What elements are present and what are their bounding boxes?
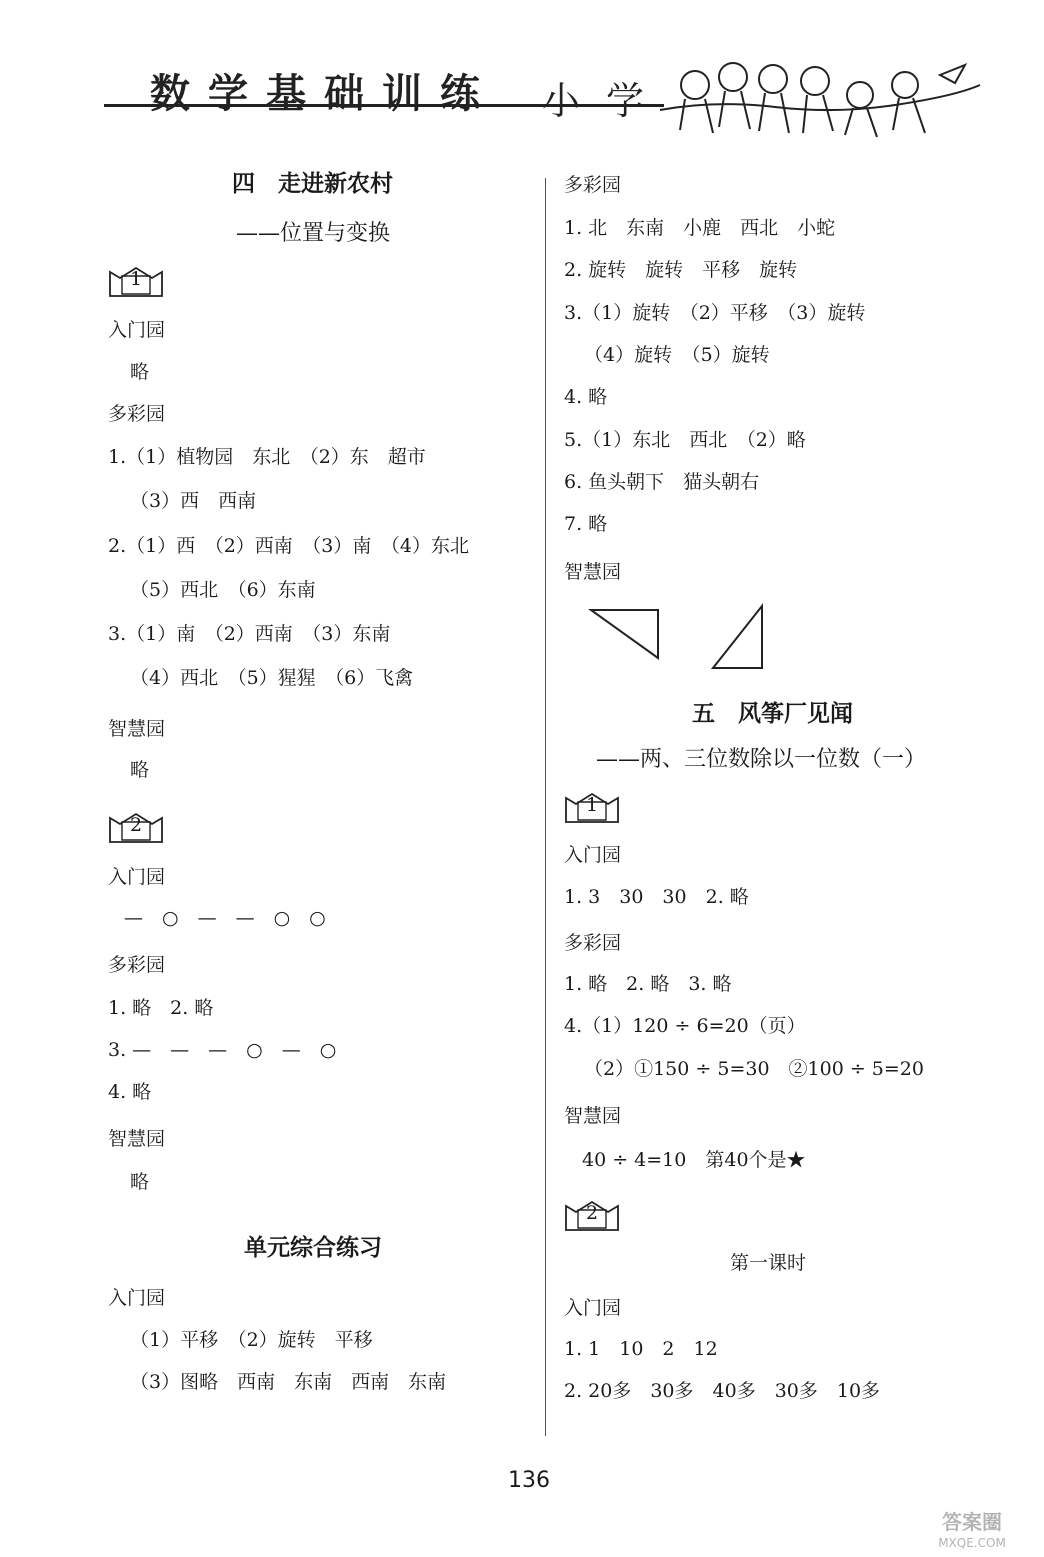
- duocai-label: 多彩园: [564, 932, 622, 954]
- period-title: 第一课时: [730, 1252, 807, 1274]
- zhihui-label: 智慧园: [108, 1128, 166, 1150]
- answer-line: 4.（1）120 ÷ 6=20（页）: [564, 1015, 806, 1037]
- answer-line: 1.（1）植物园 东北 （2）东 超市: [108, 446, 426, 468]
- triangle-shape: [713, 606, 762, 668]
- answer-line: 7. 略: [564, 513, 608, 535]
- rumen-label: 入门园: [108, 1287, 166, 1309]
- rumen-label: 入门园: [564, 844, 622, 866]
- duocai-label: 多彩园: [108, 954, 166, 976]
- duocai-label: 多彩园: [564, 174, 622, 196]
- answer-line: （2）①150 ÷ 5=30 ②100 ÷ 5=20: [584, 1058, 924, 1080]
- answer-line: 1. 1 10 2 12: [564, 1338, 718, 1360]
- answer-line: 3.（1）旋转 （2）平移 （3）旋转: [564, 302, 866, 324]
- section-5-title: 五 风筝厂见闻: [692, 700, 853, 727]
- tug-of-war-illustration: [655, 55, 985, 145]
- zhihui-label: 智慧园: [108, 718, 166, 740]
- lesson-badge-1: [108, 264, 164, 298]
- answer-line: （5）西北 （6）东南: [130, 579, 316, 601]
- svg-text:MXQE.COM: MXQE.COM: [938, 1536, 1006, 1550]
- answer-line: （4）旋转 （5）旋转: [584, 344, 770, 366]
- answer-line: 4. 略: [108, 1081, 152, 1103]
- column-divider: [545, 178, 546, 1436]
- book-subtitle: 小学: [542, 79, 671, 123]
- page-header: [0, 0, 1044, 150]
- answer-line: 1. 略 2. 略 3. 略: [564, 973, 732, 995]
- answer-line: 1. 3 30 30 2. 略: [564, 886, 749, 908]
- duocai-label: 多彩园: [108, 403, 166, 425]
- lesson-number: 2: [585, 1202, 599, 1224]
- watermark-logo: [910, 1505, 1034, 1551]
- page-number: 136: [508, 1468, 550, 1493]
- answer-line: 6. 鱼头朝下 猫头朝右: [564, 471, 760, 493]
- rumen-label: 入门园: [108, 866, 166, 888]
- zhihui-label: 智慧园: [564, 1105, 622, 1127]
- lesson-badge-2: [564, 1198, 620, 1232]
- zhihui-label: 智慧园: [564, 561, 622, 583]
- answer-line: 2. 旋转 旋转 平移 旋转: [564, 259, 798, 281]
- answer-line: 略: [130, 361, 150, 383]
- answer-line: 1. 北 东南 小鹿 西北 小蛇: [564, 217, 836, 239]
- section-5-subtitle: ——两、三位数除以一位数（一）: [596, 747, 927, 772]
- section-4-title: 四 走进新农村: [232, 170, 393, 197]
- answer-line: 2. 20多 30多 40多 30多 10多: [564, 1380, 881, 1402]
- answer-line: 略: [130, 1171, 150, 1193]
- svg-text:答案圈: 答案圈: [942, 1510, 1002, 1534]
- section-4-subtitle: ——位置与变换: [236, 221, 391, 246]
- book-title: 数学基础训练: [150, 71, 498, 117]
- answer-line: 5.（1）东北 西北 （2）略: [564, 429, 806, 451]
- unit-review-title: 单元综合练习: [244, 1234, 382, 1261]
- triangles-figure: [586, 600, 786, 674]
- answer-line: 4. 略: [564, 386, 608, 408]
- header-rule: [104, 104, 664, 107]
- answer-line: （4）西北 （5）猩猩 （6）飞禽: [130, 667, 414, 689]
- answer-line: （1）平移 （2）旋转 平移: [130, 1329, 373, 1351]
- lesson-badge-1: [564, 790, 620, 824]
- answer-line: （3）图略 西南 东南 西南 东南: [130, 1371, 447, 1393]
- answer-line: 略: [130, 759, 150, 781]
- answer-line: 3. — — — ○ — ○: [108, 1039, 337, 1061]
- answer-line: 3.（1）南 （2）西南 （3）东南: [108, 623, 391, 645]
- lesson-number: 2: [129, 814, 143, 836]
- triangle-shape: [591, 610, 658, 658]
- rumen-label: 入门园: [108, 319, 166, 341]
- lesson-badge-2: [108, 810, 164, 844]
- lesson-number: 1: [585, 794, 599, 816]
- answer-line: 40 ÷ 4=10 第40个是★: [582, 1149, 806, 1171]
- answer-line: （3）西 西南: [130, 490, 257, 512]
- answer-line: — ○ — — ○ ○: [124, 907, 326, 929]
- answer-line: 2.（1）西 （2）西南 （3）南 （4）东北: [108, 535, 469, 557]
- answer-line: 1. 略 2. 略: [108, 997, 214, 1019]
- rumen-label: 入门园: [564, 1297, 622, 1319]
- lesson-number: 1: [129, 268, 143, 290]
